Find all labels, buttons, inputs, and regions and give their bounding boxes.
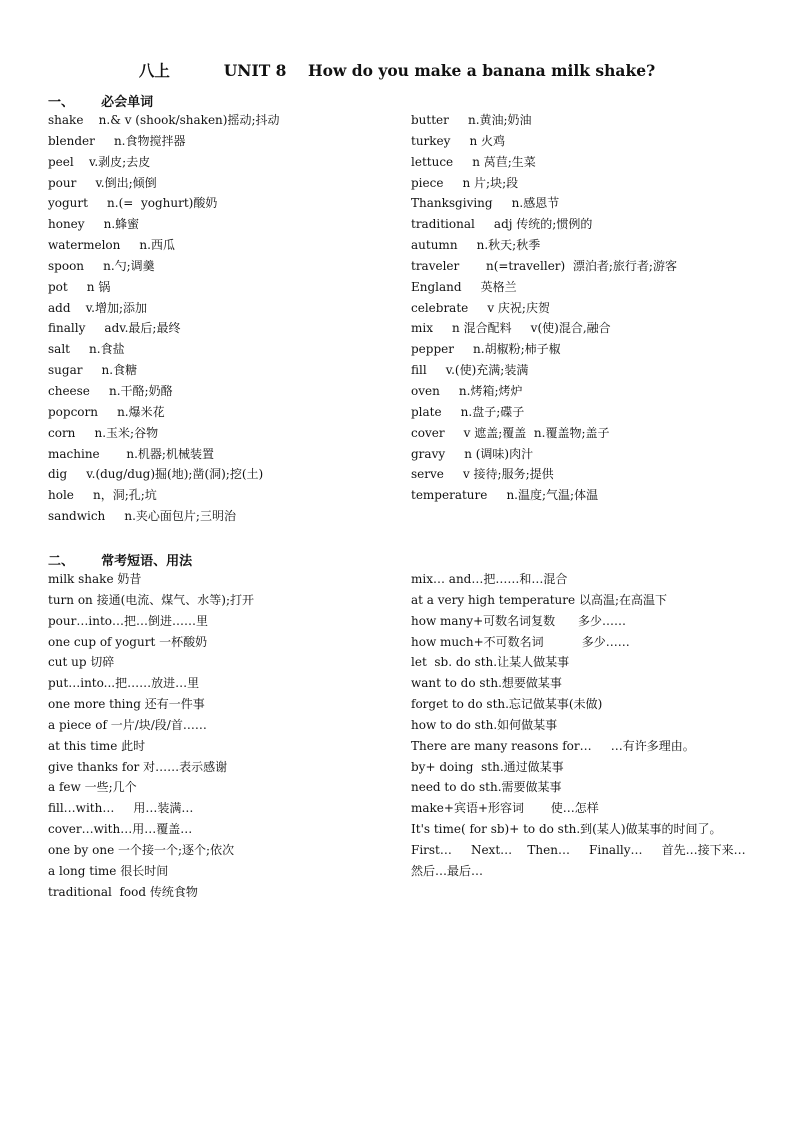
phrase-entry: need to do sth.需要做某事 (411, 780, 562, 795)
vocab-entry: celebrate v 庆祝;庆贺 (411, 300, 550, 315)
phrase-entry: First… Next… Then… Finally… 首先…接下来… (411, 842, 746, 857)
vocab-entry: traveler n(=traveller) 漂泊者;旅行者;游客 (411, 258, 677, 273)
vocab-entry: turkey n 火鸡 (411, 133, 506, 148)
phrase-entry: one more thing 还有一件事 (48, 697, 205, 712)
vocab-entry: oven n.烤箱;烤炉 (411, 383, 523, 398)
vocab-entry: honey n.蜂蜜 (48, 217, 140, 232)
phrase-entry: a long time 很长时间 (48, 863, 169, 878)
vocab-entry: shake n.& v (shook/shaken)摇动;抖动 (48, 113, 280, 127)
phrase-entry: turn on 接通(电流、煤气、水等);打开 (48, 592, 255, 607)
vocab-entry: yogurt n.(= yoghurt)酸奶 (48, 196, 218, 211)
vocab-entry: fill v.(使)充满;装满 (411, 363, 529, 378)
vocab-entry: plate n.盘子;碟子 (411, 404, 525, 419)
phrase-entry: pour…into…把…倒进……里 (48, 613, 208, 628)
vocab-entry: England 英格兰 (411, 279, 517, 294)
phrase-entry: how to do sth.如何做某事 (411, 717, 558, 732)
phrase-entry: one by one 一个接一个;逐个;依次 (48, 842, 235, 857)
vocab-entry: peel v.剥皮;去皮 (48, 154, 151, 169)
vocab-entry: corn n.玉米;谷物 (48, 425, 159, 440)
vocab-entry: pot n 锅 (48, 279, 111, 294)
vocab-entry: Thanksgiving n.感恩节 (411, 196, 560, 211)
phrases-left-column (48, 569, 388, 903)
section-heading-vocabulary: 一、 必会单词 (48, 95, 154, 110)
phrase-entry: milk shake 奶昔 (48, 572, 142, 586)
vocab-entry: mix n 混合配料 v(使)混合,融合 (411, 321, 611, 336)
vocab-entry: spoon n.勺;调羹 (48, 258, 155, 273)
vocabulary-right-column (411, 110, 781, 506)
page-title: 八上 UNIT 8 How do you make a banana milk shake? (138, 61, 656, 80)
vocab-entry: add v.增加;添加 (48, 300, 147, 315)
vocab-entry: cover v 遮盖;覆盖 n.覆盖物;盖子 (411, 425, 610, 440)
vocab-entry: autumn n.秋天;秋季 (411, 238, 541, 253)
phrase-entry: a few 一些;几个 (48, 780, 137, 795)
vocab-entry: dig v.(dug/dug)掘(地);凿(洞);挖(土) (48, 467, 264, 482)
phrase-entry: by+ doing sth.通过做某事 (411, 759, 564, 774)
phrase-entry: at this time 此时 (48, 738, 146, 753)
phrase-entry: put…into...把……放进…里 (48, 676, 200, 691)
vocab-entry: butter n.黄油;奶油 (411, 113, 532, 127)
vocab-entry: hole n，洞;孔;坑 (48, 488, 157, 503)
phrase-entry: let sb. do sth.让某人做某事 (411, 655, 570, 670)
section-heading-phrases: 二、 常考短语、用法 (48, 554, 193, 569)
phrase-entry: how many+可数名词复数 多少…… (411, 613, 627, 628)
vocab-entry: lettuce n 莴苣;生菜 (411, 154, 536, 169)
phrase-entry: 然后…最后… (411, 863, 484, 878)
vocab-entry: blender n.食物搅拌器 (48, 133, 186, 148)
vocab-entry: traditional adj 传统的;惯例的 (411, 217, 593, 232)
vocab-entry: pepper n.胡椒粉;柿子椒 (411, 342, 561, 357)
vocab-entry: popcorn n.爆米花 (48, 404, 165, 419)
vocab-entry: pour v.倒出;倾倒 (48, 175, 157, 190)
phrase-entry: forget to do sth.忘记做某事(未做) (411, 697, 603, 712)
phrase-entry: how much+不可数名词 多少…… (411, 634, 630, 649)
phrase-entry: at a very high temperature 以高温;在高温下 (411, 592, 667, 607)
phrase-entry: want to do sth.想要做某事 (411, 676, 562, 691)
phrase-entry: one cup of yogurt 一杯酸奶 (48, 634, 208, 649)
phrase-entry: traditional food 传统食物 (48, 884, 198, 899)
vocabulary-left-column (48, 110, 388, 527)
vocab-entry: finally adv.最后;最终 (48, 321, 181, 336)
vocab-entry: temperature n.温度;气温;体温 (411, 488, 599, 503)
vocab-entry: gravy n (调味)肉汁 (411, 446, 534, 461)
phrase-entry: There are many reasons for… …有许多理由。 (411, 738, 695, 753)
vocab-entry: sandwich n.夹心面包片;三明治 (48, 509, 236, 524)
vocab-entry: machine n.机器;机械装置 (48, 446, 214, 461)
phrase-entry: make+宾语+形容词 使…怎样 (411, 801, 599, 816)
phrase-entry: fill…with… 用…装满… (48, 801, 194, 816)
phrase-entry: mix… and…把……和…混合 (411, 572, 568, 586)
vocab-entry: serve v 接待;服务;提供 (411, 467, 554, 482)
vocab-entry: piece n 片;块;段 (411, 175, 519, 190)
vocab-entry: watermelon n.西瓜 (48, 238, 175, 253)
phrase-entry: cover…with…用…覆盖… (48, 822, 193, 837)
vocab-entry: salt n.食盐 (48, 342, 125, 357)
vocab-entry: cheese n.干酪;奶酪 (48, 383, 173, 398)
phrase-entry: cut up 切碎 (48, 655, 115, 670)
phrase-entry: a piece of 一片/块/段/首…… (48, 717, 207, 732)
phrases-right-column (411, 569, 781, 882)
phrase-entry: give thanks for 对……表示感谢 (48, 759, 228, 774)
vocab-entry: sugar n.食糖 (48, 363, 138, 378)
phrase-entry: It's time( for sb)+ to do sth.到(某人)做某事的时间了。 (411, 822, 722, 837)
